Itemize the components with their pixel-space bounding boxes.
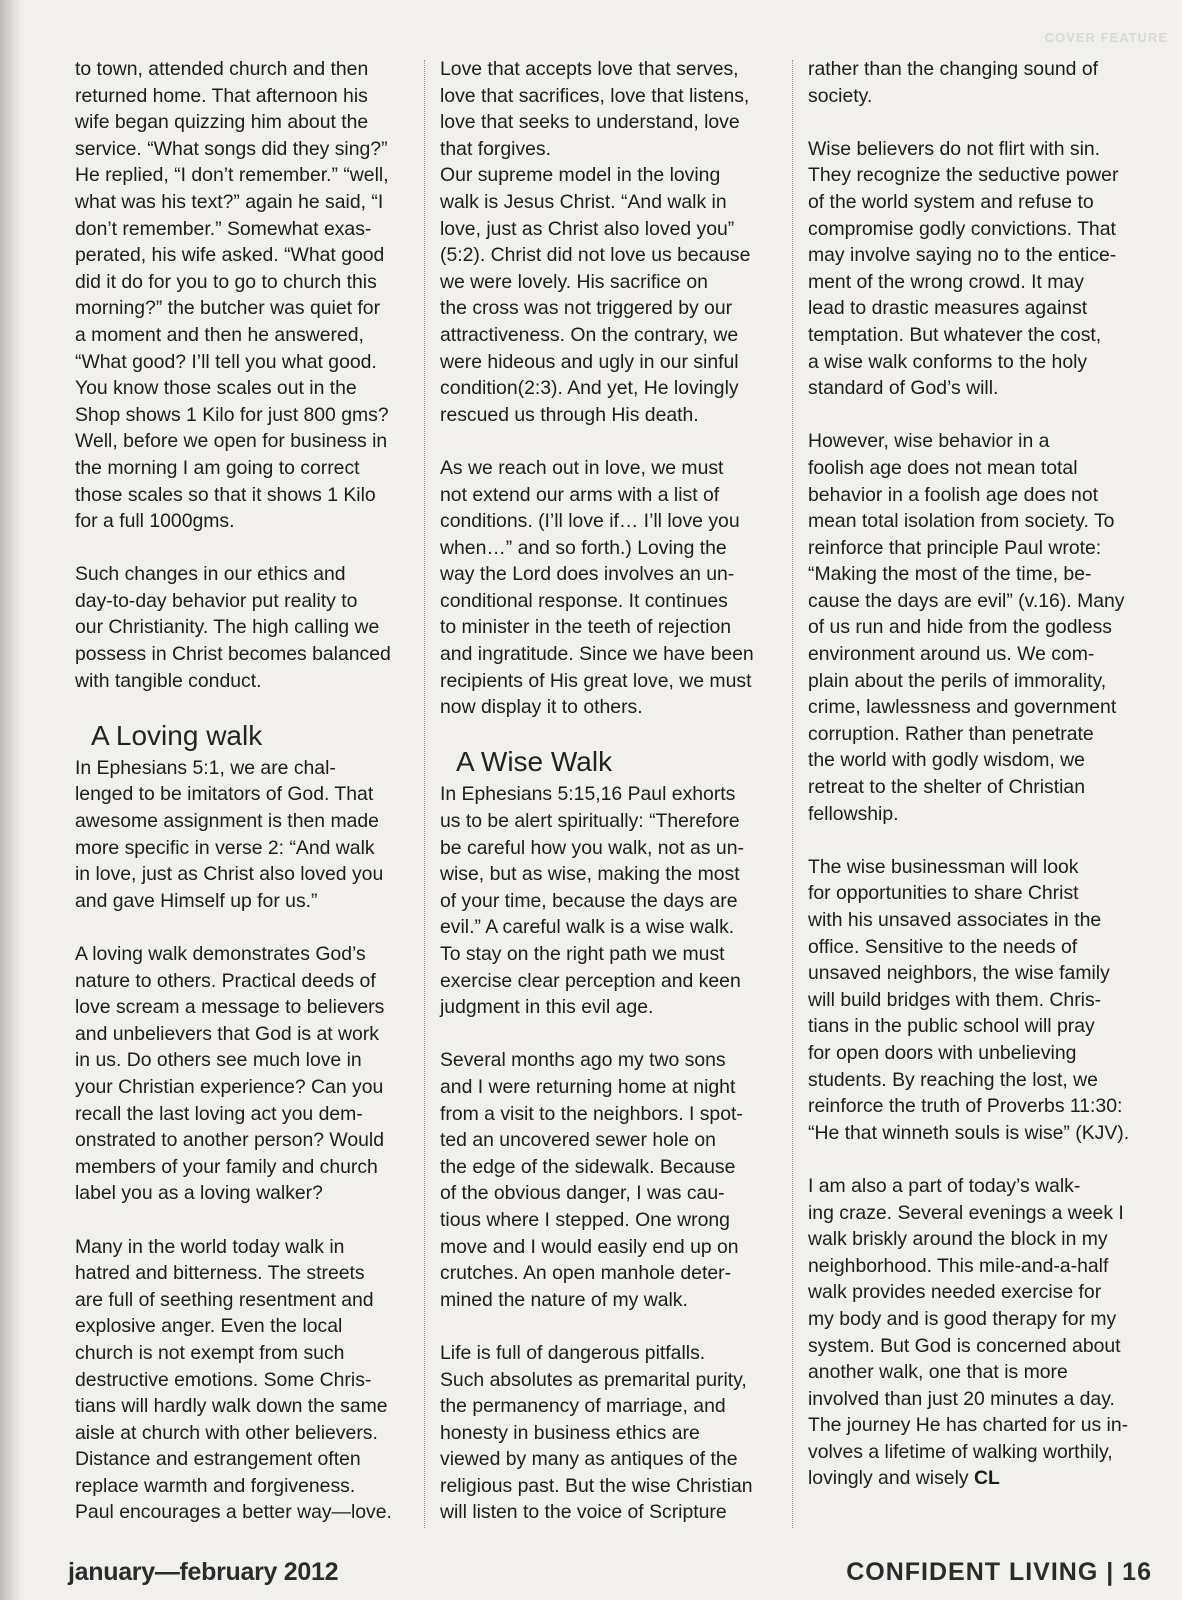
paragraph: A loving walk demonstrates God’s nature to others. Practical deeds of love scream a message to believers and unbelievers that God is at work in us. Do others see much love in your Christian experience? Can you recall the last loving act you dem- onstrated to another person? Would members of your family and church label you as a loving walker? bbox=[75, 943, 385, 1205]
paragraph-final bbox=[808, 1173, 1158, 1492]
paragraph: In Ephesians 5:1, we are chal- lenged to be imitators of God. That awesome assignment is then made more specific in verse 2: “And walk in love, just as Christ also loved you and gave Himself up for us.” bbox=[75, 756, 384, 912]
paragraph: to town, attended church and then returned home. That afternoon his wife began quizzing him about the service. “What songs did they sing?” He replied, “I don’t remember.” “well, what was his text?” again he said, “I don’t remember.” Somewhat exas- perated, his wife asked. “What good did it do for you to go to church this morning?” the butcher was quiet for a moment and then he answered, “What good? I’ll tell you what good. You know those scales out in the Shop shows 1 Kilo for just 800 gms? Well, before we open for business in the morning I am going to correct those scales so that it shows 1 Kilo for a full 1000gms. bbox=[75, 58, 389, 533]
paragraph-text: I am also a part of today’s walk- ing craze. Several evenings a week I walk briskly around the block in my neighborhood. This mile-and-a-half walk provides needed exercise for my body and is good therapy for my system. But God is concerned about another walk, one that is more involved than just 20 minutes a day. The journey He has charted for us in- volves a lifetime of walking worthily, lovingly and wisely bbox=[808, 1174, 1129, 1490]
article-column-1 bbox=[75, 56, 415, 1526]
section-label: COVER FEATURE bbox=[1044, 30, 1168, 45]
magazine-signature: CL bbox=[973, 1467, 1000, 1490]
paragraph: Such changes in our ethics and day-to-day behavior put reality to our Christianity. The high calling we possess in Christ becomes balanced with tangible conduct. bbox=[75, 563, 391, 692]
issue-date: january—february 2012 bbox=[68, 1558, 339, 1586]
article-column-2 bbox=[440, 56, 784, 1526]
paragraph: Several months ago my two sons and I were returning home at night from a visit to the neighbors. I spot- ted an uncovered sewer hole on the edge of the sidewalk. Because of the obvious danger, I was cau- tious where I stepped. One wrong move and I would easily end up on crutches. An open manhole deter- mined the nature of my walk. bbox=[440, 1049, 743, 1311]
subheading-loving-walk: A Loving walk bbox=[91, 719, 263, 751]
column-divider bbox=[424, 60, 425, 1528]
paragraph: Life is full of dangerous pitfalls. Such absolutes as premarital purity, the permanency of marriage, and honesty in business ethics are viewed by many as antiques of the religious past. But the wise Christian will listen to the voice of Scripture bbox=[440, 1341, 753, 1524]
subheading-wise-walk: A Wise Walk bbox=[456, 746, 613, 778]
paragraph: Love that accepts love that serves, love that sacrifices, love that listens, love that seeks to understand, love that forgives. bbox=[440, 58, 750, 160]
paragraph: Our supreme model in the loving walk is Jesus Christ. “And walk in love, just as Christ also loved you” (5:2). Christ did not love us because we were lovely. His sacrifice on the cross was not triggered by our attractiveness. On the contrary, we were hideous and ugly in our sinful condition(2:3). And yet, He lovingly rescued us through His death. bbox=[440, 164, 751, 426]
paragraph: As we reach out in love, we must not extend our arms with a list of conditions. (I’ll love if… I’ll love you when…” and so forth.) Loving the way the Lord does involves an un- conditional response. It continues to minister in the teeth of rejection and ingratitude. Since we have been recipients of His great love, we must now display it to others. bbox=[440, 456, 754, 719]
paragraph: Many in the world today walk in hatred and bitterness. The streets are full of seething resentment and explosive anger. Even the local church is not exempt from such destructive emotions. Some Chris- tians will hardly walk down the same aisle at church with other believers. Distance and estrangement often replace warmth and forgiveness. Paul encourages a better way—love. bbox=[75, 1235, 392, 1524]
paragraph: Wise believers do not flirt with sin. They recognize the seductive power of the world system and refuse to compromise godly convictions. That may involve saying no to the entice- ment of the wrong crowd. It may lead to drastic measures against temptation. But whatever the cost, a wise walk conforms to the holy standard of God’s will. bbox=[808, 137, 1119, 400]
article-column-3 bbox=[808, 56, 1158, 1492]
paragraph: rather than the changing sound of society. bbox=[808, 58, 1098, 107]
paragraph: In Ephesians 5:15,16 Paul exhorts us to be alert spiritually: “Therefore be careful how you walk, not as un- wise, but as wise, making the most of your time, because the days are evil.” A careful walk is a wise walk. To stay on the right path we must exercise clear perception and keen judgment in this evil age. bbox=[440, 783, 744, 1019]
paragraph: However, wise behavior in a foolish age does not mean total behavior in a foolish age does not mean total isolation from society. To reinforce that principle Paul wrote: “Making the most of the time, be- cause the days are evil” (v.16). Many of us run and hide from the godless environment around us. We com- plain about the perils of immorality, crime, lawlessness and government corruption. Rather than penetrate the world with godly wisdom, we retreat to the shelter of Christian fellowship. bbox=[808, 430, 1125, 825]
magazine-page-number: CONFIDENT LIVING | 16 bbox=[846, 1558, 1152, 1586]
paragraph: The wise businessman will look for opportunities to share Christ with his unsaved associates in the office. Sensitive to the needs of unsaved neighbors, the wise family will build bridges with them. Chris- tians in the public school will pray for open doors with unbelieving students. By reaching the lost, we reinforce the truth of Proverbs 11:30: “He that winneth souls is wise” (KJV). bbox=[808, 855, 1130, 1144]
page-edge-shadow bbox=[0, 0, 22, 1600]
column-divider bbox=[792, 60, 793, 1528]
